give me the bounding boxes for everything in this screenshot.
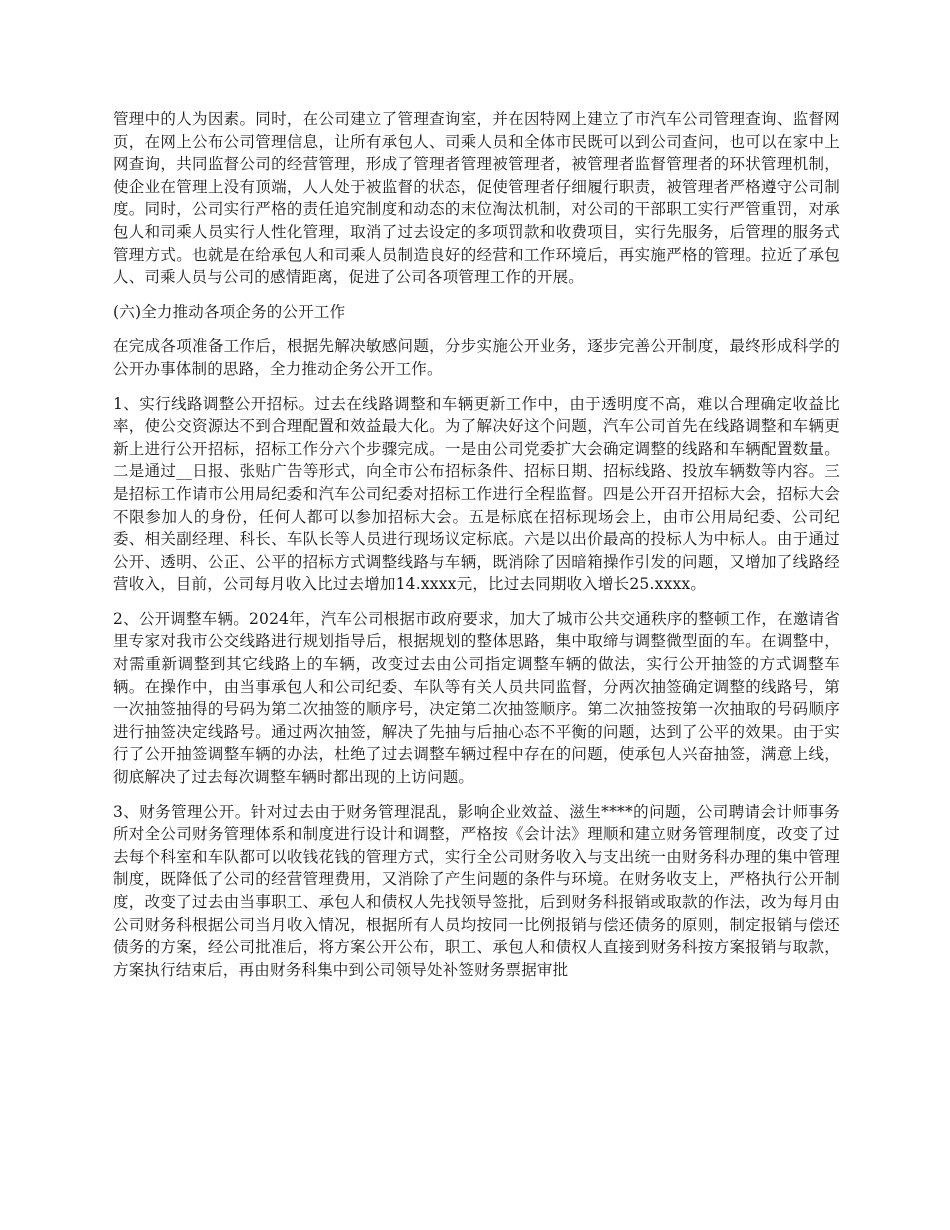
section-heading-six: (六)全力推动各项企务的公开工作 <box>113 302 346 321</box>
paragraph-disclosure-intro: 在完成各项准备工作后，根据先解决敏感问题，分步实施公开业务，逐步完善公开制度，最终形成科学的公开办事体制的思路，全力推动企务公开工作。 <box>113 337 840 378</box>
paragraph-management-oversight: 管理中的人为因素。同时，在公司建立了管理查询室，并在因特网上建立了市汽车公司管理查询、监督网页，在网上公布公司管理信息，让所有承包人、司乘人员和全体市民既可以到公司查问，也可以在家中上网查询，共同监督公司的经营管理，形成了管理者管理被管理者，被管理者监督管理者的环状管理机制，使企业在管理上没有顶端，人人处于被监督的状态，促使管理者仔细履行职责，被管理者严格遵守公司制度。同时，公司实行严格的责任追究制度和动态的末位淘汰机制，对公司的干部职工实行严管重罚，对承包人和司乘人员实行人性化管理，取消了过去设定的多项罚款和收费项目，实行先服务，后管理的服务式管理方式。也就是在给承包人和司乘人员制造良好的经营和工作环境后，再实施严格的管理。拉近了承包人、司乘人员与公司的感情距离，促进了公司各项管理工作的开展。 <box>113 110 840 287</box>
document-page <box>113 108 840 993</box>
paragraph-route-bidding: 1、实行线路调整公开招标。过去在线路调整和车辆更新工作中，由于透明度不高，难以合理确定收益比率，使公交资源达不到合理配置和效益最大化。为了解决好这个问题，汽车公司首先在线路调整和车辆更新上进行公开招标，招标工作分六个步骤完成。一是由公司党委扩大会确定调整的线路和车辆配置数量。二是通过__日报、张贴广告等形式，向全市公布招标条件、招标日期、招标线路、投放车辆数等内容。三是招标工作请市公用局纪委和汽车公司纪委对招标工作进行全程监督。四是公开召开招标大会，招标大会不限参加人的身份，任何人都可以参加招标大会。五是标底在招标现场会上，由市公用局纪委、公司纪委、相关副经理、科长、车队长等人员进行现场议定标底。六是以出价最高的投标人为中标人。由于通过公开、透明、公正、公平的招标方式调整线路与车辆，既消除了因暗箱操作引发的问题，又增加了线路经营收入，目前，公司每月收入比过去增加14.xxxx元，比过去同期收入增长25.xxxx。 <box>113 394 840 594</box>
paragraph-vehicle-adjustment: 2、公开调整车辆。2024年，汽车公司根据市政府要求，加大了城市公共交通秩序的整顿工作，在邀请省里专家对我市公交线路进行规划指导后，根据规划的整体思路，集中取缔与调整微型面的车。在调整中，对需重新调整到其它线路上的车辆，改变过去由公司指定调整车辆的做法，实行公开抽签的方式调整车辆。在操作中，由当事承包人和公司纪委、车队等有关人员共同监督，分两次抽签确定调整的线路号，第一次抽签抽得的号码为第二次抽签的顺序号，决定第二次抽签顺序。第二次抽签按第一次抽取的号码顺序进行抽签决定线路号。通过两次抽签，解决了先抽与后抽心态不平衡的问题，达到了公平的效果。由于实行了公开抽签调整车辆的办法，杜绝了过去调整车辆过程中存在的问题，使承包人兴奋抽签，满意上线，彻底解决了过去每次调整车辆时都出现的上访问题。 <box>113 609 840 787</box>
paragraph-finance-disclosure: 3、财务管理公开。针对过去由于财务管理混乱，影响企业效益、滋生****的问题，公司聘请会计师事务所对全公司财务管理体系和制度进行设计和调整，严格按《会计法》理顺和建立财务管理制度，改变了过去每个科室和车队都可以收钱花钱的管理方式，实行全公司财务收入与支出统一由财务科办理的集中管理制度，既降低了公司的经营管理费用，又消除了产生问题的条件与环境。在财务收支上，严格执行公开制度，改变了过去由当事职工、承包人和债权人先找领导签批，后到财务科报销或取款的作法，改为每月由公司财务科根据公司当月收入情况，根据所有人员均按同一比例报销与偿还债务的原则，制定报销与偿还债务的方案，经公司批准后，将方案公开公布，职工、承包人和债权人直接到财务科按方案报销与取款，方案执行结束后，再由财务科集中到公司领导处补签财务票据审批 <box>113 802 840 979</box>
